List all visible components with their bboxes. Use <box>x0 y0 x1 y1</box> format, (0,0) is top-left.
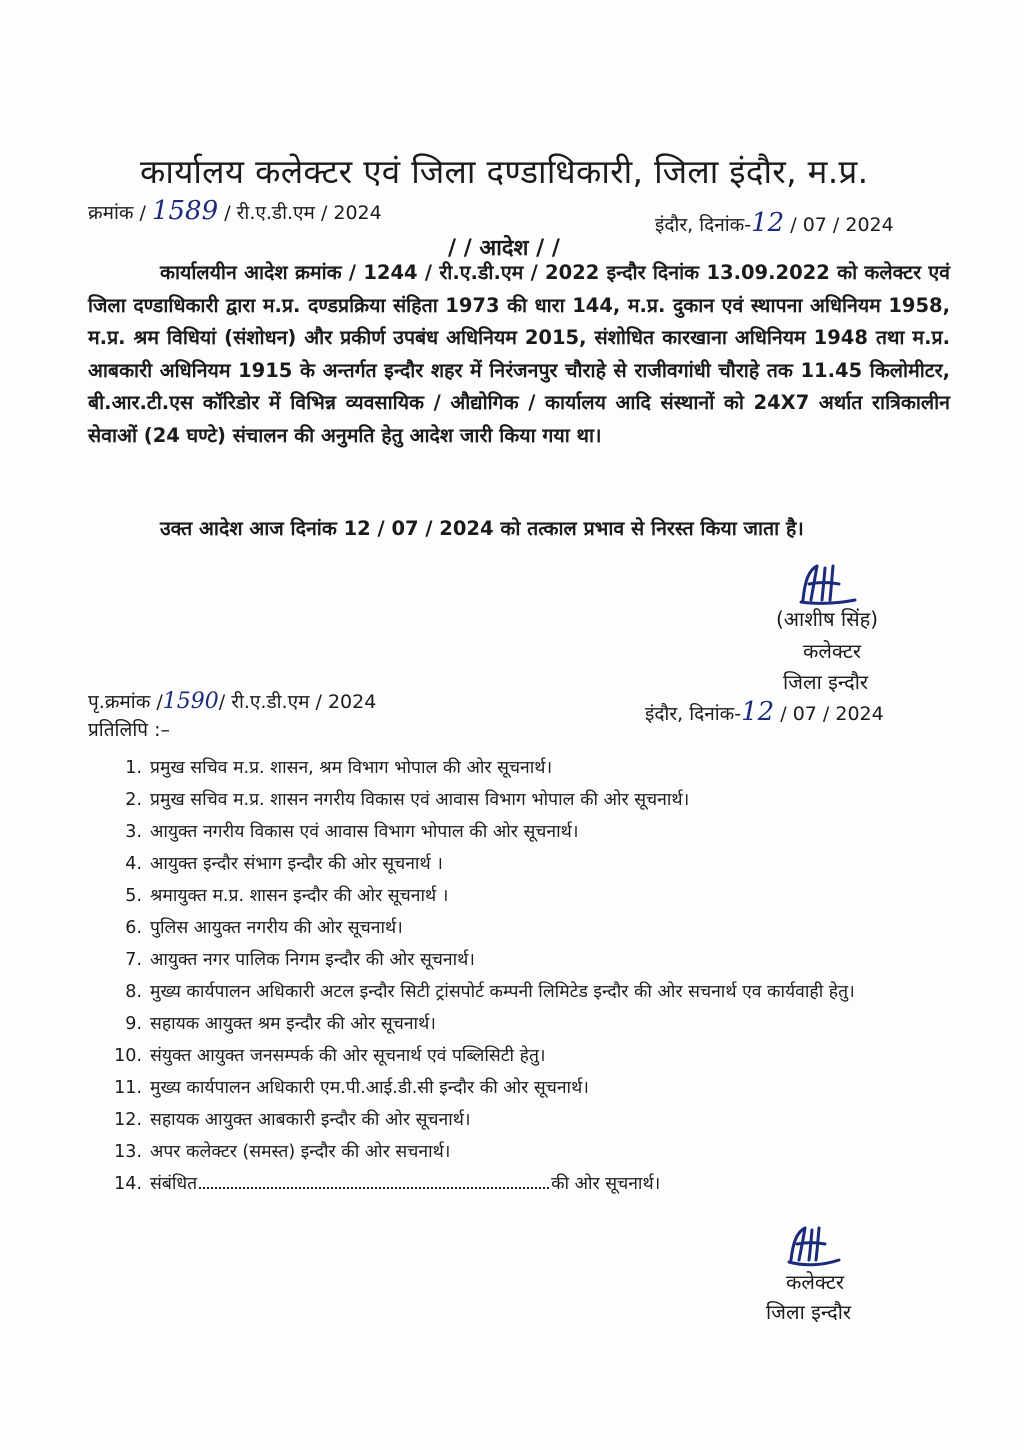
list-item <box>110 1008 950 1040</box>
list-item <box>110 1136 950 1168</box>
order-paragraph-2 <box>88 513 950 546</box>
list-item-text: पुलिस आयुक्त नगरीय की ओर सूचनार्थ। <box>150 918 403 938</box>
list-item <box>110 912 950 944</box>
copy-label: प्रतिलिपि :– <box>88 719 171 741</box>
endorsement-date-suffix: / 07 / 2024 <box>780 703 884 725</box>
list-item <box>110 1072 950 1104</box>
signatory-name: (आशीष सिंह) <box>776 607 879 631</box>
order-heading: / / आदेश / / <box>448 236 560 261</box>
list-item <box>110 1104 950 1136</box>
list-item <box>110 784 950 816</box>
list-item-text: आयुक्त नगरीय विकास एवं आवास विभाग भोपाल की ओर सूचनार्थ। <box>150 822 579 842</box>
list-item-number: 4. <box>125 854 142 874</box>
list-item-text <box>150 1168 950 1200</box>
endorsement-no-prefix: पृ.क्रमांक / <box>88 691 163 713</box>
blank-fill-line <box>199 1173 549 1189</box>
closing-district: जिला इन्दौर <box>766 1300 852 1324</box>
list-item <box>110 976 950 1008</box>
order-date-line <box>655 208 894 238</box>
signature-2-mark <box>785 1222 845 1270</box>
order-number-line <box>88 196 382 226</box>
list-item-number: 14. <box>114 1174 142 1194</box>
list-item-14-suffix: की ओर सूचनार्थ। <box>551 1174 661 1194</box>
list-item-number: 2. <box>125 790 142 810</box>
list-item-text: श्रमायुक्त म.प्र. शासन इन्दौर की ओर सूचनार्थ । <box>150 886 449 906</box>
signature-1-mark <box>795 560 865 608</box>
list-item <box>110 848 950 880</box>
endorsement-no-handwritten: 1590 <box>162 689 219 714</box>
copy-list <box>110 752 950 1200</box>
list-item-text: प्रमुख सचिव म.प्र. शासन नगरीय विकास एवं आवास विभाग भोपाल की ओर सूचनार्थ। <box>150 790 690 810</box>
list-item-text: आयुक्त नगर पालिक निगम इन्दौर की ओर सूचनार्थ। <box>150 950 475 970</box>
signatory-district: जिला इन्दौर <box>783 670 869 694</box>
list-item-text: संयुक्त आयुक्त जनसम्पर्क की ओर सूचनार्थ एवं पब्लिसिटी हेतु। <box>150 1046 546 1066</box>
list-item-text: आयुक्त इन्दौर संभाग इन्दौर की ओर सूचनार्थ । <box>150 854 443 874</box>
list-item <box>110 880 950 912</box>
order-paragraph-1 <box>88 257 950 452</box>
list-item-number: 7. <box>125 950 142 970</box>
endorsement-no-suffix: / री.ए.डी.एम / 2024 <box>218 691 377 713</box>
order-no-suffix: / री.ए.डी.एम / 2024 <box>224 202 382 224</box>
list-item-number: 9. <box>125 1014 142 1034</box>
order-date-prefix: इंदौर, दिनांक- <box>655 214 752 236</box>
list-item-text: मुख्य कार्यपालन अधिकारी एम.पी.आई.डी.सी इन्दौर की ओर सूचनार्थ। <box>150 1078 589 1098</box>
list-item-number: 13. <box>114 1142 142 1162</box>
endorsement-date-line <box>645 697 884 727</box>
endorsement-number-line <box>88 688 376 714</box>
signatory-designation: कलेक्टर <box>803 639 862 663</box>
order-date-suffix: / 07 / 2024 <box>790 214 894 236</box>
endorsement-date-day-handwritten: 12 <box>741 697 775 727</box>
office-title: कार्यालय कलेक्टर एवं जिला दण्डाधिकारी, जिला इंदौर, म.प्र. <box>140 152 869 191</box>
list-item-text: सहायक आयुक्त श्रम इन्दौर की ओर सूचनार्थ। <box>150 1014 436 1034</box>
list-item-number: 11. <box>114 1078 142 1098</box>
list-item-text: प्रमुख सचिव म.प्र. शासन, श्रम विभाग भोपाल की ओर सूचनार्थ। <box>150 758 553 778</box>
list-item-number: 8. <box>125 982 142 1002</box>
list-item <box>110 752 950 784</box>
list-item-text: अपर कलेक्टर (समस्त) इन्दौर की ओर सचनार्थ। <box>150 1142 451 1162</box>
order-no-handwritten: 1589 <box>151 196 219 226</box>
endorsement-date-prefix: इंदौर, दिनांक- <box>645 703 742 725</box>
list-item <box>110 944 950 976</box>
order-no-prefix: क्रमांक / <box>88 202 146 224</box>
list-item-14 <box>110 1168 950 1200</box>
list-item-14-prefix: संबंधित <box>150 1174 198 1194</box>
list-item-number: 1. <box>125 758 142 778</box>
closing-designation: कलेक्टर <box>786 1270 845 1294</box>
list-item-number: 10. <box>114 1046 142 1066</box>
list-item-number: 3. <box>125 822 142 842</box>
list-item-number: 12. <box>114 1110 142 1130</box>
list-item <box>110 816 950 848</box>
list-item-number: 6. <box>125 918 142 938</box>
list-item-number: 5. <box>125 886 142 906</box>
order-date-day-handwritten: 12 <box>751 208 785 238</box>
order-paragraph-1-text: कार्यालयीन आदेश क्रमांक / 1244 / री.ए.डी.एम / 2022 इन्दौर दिनांक 13.09.2022 को कलेक्टर एवं जिला दण्डाधिकारी द्वारा म.प्र. दण्डप्रक्रिया संहिता 1973 की धारा 144, म.प्र. दुकान एवं स्थापना अधिनियम 1958, म.प्र. श्रम विधियां (संशोधन) और प्रकीर्ण उपबंध अधिनियम 2015, संशोधित कारखाना अधिनियम 1948 तथा म.प्र. आबकारी अधिनियम 1915 के अन्तर्गत इन्दौर शहर में निरंजनपुर चौराहे से राजीवगांधी चौराहे तक 11.45 किलोमीटर, बी.आर.टी.एस कॉरिडोर में विभिन्न व्यवसायिक / औद्योगिक / कार्यालय आदि संस्थानों को 24X7 अर्थात रात्रिकालीन सेवाओं (24 घण्टे) संचालन की अनुमति हेतु आदेश जारी किया गया था। <box>88 261 950 447</box>
order-paragraph-2-text: उक्त आदेश आज दिनांक 12 / 07 / 2024 को तत्काल प्रभाव से निरस्त किया जाता है। <box>160 517 804 540</box>
list-item-text: सहायक आयुक्त आबकारी इन्दौर की ओर सूचनार्थ। <box>150 1110 471 1130</box>
list-item <box>110 1040 950 1072</box>
list-item-text: मुख्य कार्यपालन अधिकारी अटल इन्दौर सिटी ट्रांसपोर्ट कम्पनी लिमिटेड इन्दौर की ओर सचनार्थ एव कार्यवाही हेतु। <box>150 982 855 1002</box>
